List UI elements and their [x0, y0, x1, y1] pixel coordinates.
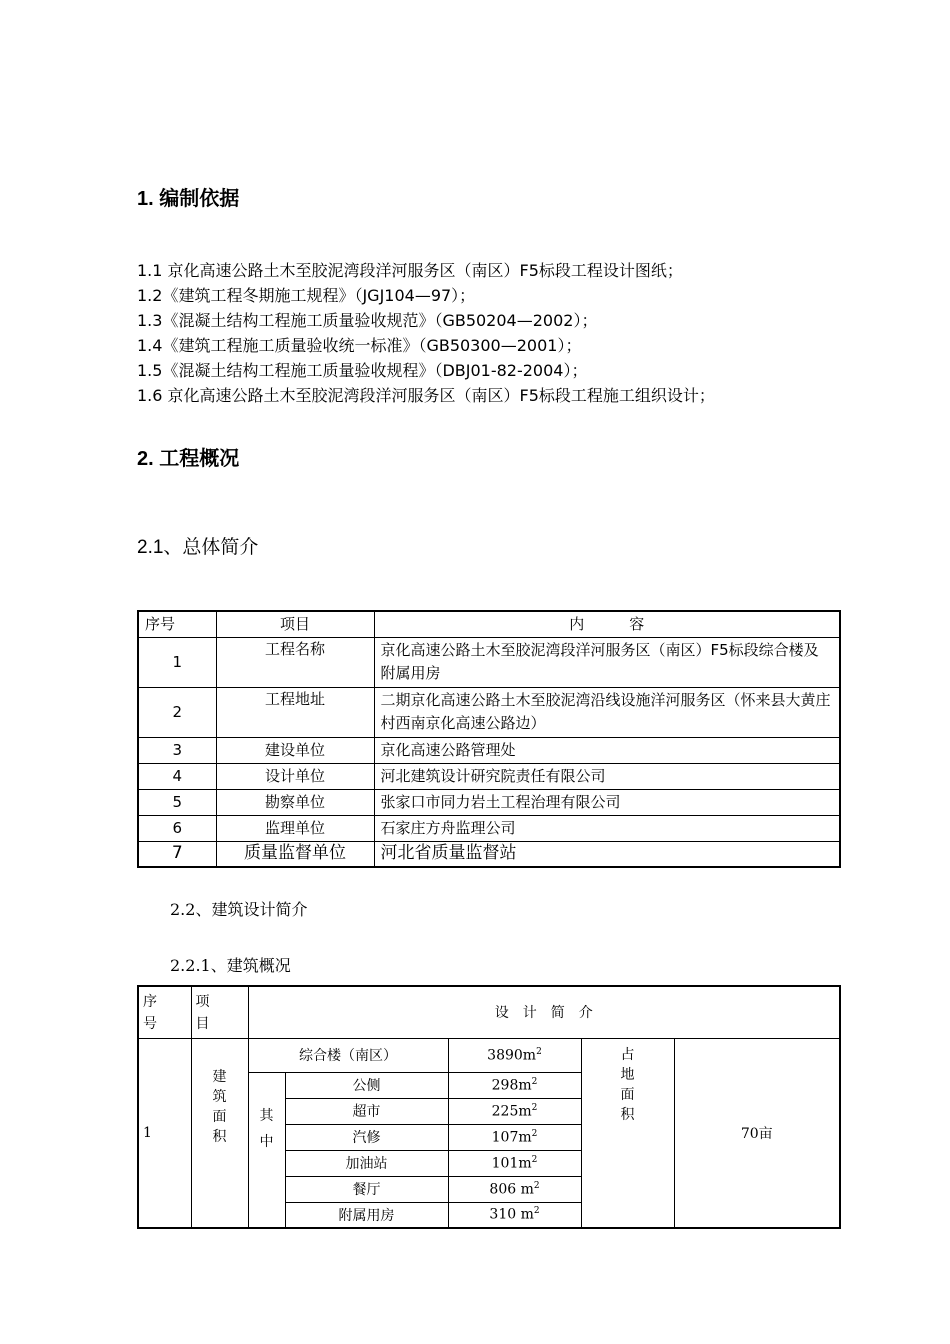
sub-row-value	[448, 1098, 581, 1124]
sub-row-value-text: 107m	[491, 1129, 532, 1146]
row-content: 张家口市同力岩土工程治理有限公司	[374, 789, 840, 815]
subsection-heading: 2.2、建筑设计简介	[170, 900, 308, 919]
sub-row-label: 加油站	[285, 1150, 448, 1176]
row-number: 5	[138, 789, 216, 815]
overview-table	[137, 610, 841, 868]
reference-item: 1.6 京化高速公路土木至胶泥湾段洋河服务区（南区）F5标段工程施工组织设计；	[137, 386, 715, 405]
table-row	[138, 763, 840, 789]
row-content: 京化高速公路管理处	[374, 737, 840, 763]
table-header-row	[138, 611, 840, 637]
unit-superscript: 2	[531, 1076, 538, 1087]
subsection-heading: 2.2.1、建筑概况	[170, 956, 291, 975]
sub-row-value-text: 298m	[491, 1077, 532, 1094]
row-content: 河北建筑设计研究院责任有限公司	[374, 763, 840, 789]
reference-item: 1.3《混凝土结构工程施工质量验收规范》（GB50204—2002）；	[137, 311, 598, 330]
reference-item: 1.1 京化高速公路土木至胶泥湾段洋河服务区（南区）F5标段工程设计图纸；	[137, 261, 683, 280]
sub-row-value	[448, 1124, 581, 1150]
unit-superscript: 2	[533, 1180, 540, 1191]
row-item: 质量监督单位	[216, 841, 374, 867]
among-label-text: 其中	[259, 1107, 274, 1150]
reference-item: 1.2《建筑工程冬期施工规程》（JGJ104—97）；	[137, 286, 476, 305]
section-heading-2: 2. 工程概况	[137, 448, 240, 470]
row-item: 勘察单位	[216, 789, 374, 815]
row-item: 工程地址	[216, 687, 374, 737]
sub-row-value	[448, 1072, 581, 1098]
row-content: 石家庄方舟监理公司	[374, 815, 840, 841]
subsection-heading: 2.1、总体简介	[137, 537, 259, 558]
header-no: 序号	[143, 994, 157, 1032]
sub-row-label: 汽修	[285, 1124, 448, 1150]
sub-row-value-text: 806 m	[489, 1181, 534, 1198]
section-heading-1: 1. 编制依据	[137, 188, 240, 210]
reference-item: 1.5《混凝土结构工程施工质量验收规程》（DBJ01-82-2004）；	[137, 361, 588, 380]
sub-row-label: 超市	[285, 1098, 448, 1124]
unit-superscript: 2	[531, 1154, 538, 1165]
row-item: 建设单位	[216, 737, 374, 763]
total-value-text: 3890m	[487, 1047, 537, 1064]
land-label-text: 占地面积	[620, 1046, 635, 1123]
sub-row-label: 公侧	[285, 1072, 448, 1098]
sub-row-label: 餐厅	[285, 1176, 448, 1202]
reference-item: 1.4《建筑工程施工质量验收统一标准》（GB50300—2001）；	[137, 336, 582, 355]
table-row	[138, 789, 840, 815]
sub-row-label: 附属用房	[285, 1202, 448, 1228]
table-row	[138, 1038, 840, 1072]
unit-superscript: 2	[531, 1102, 538, 1113]
header-cell: 内 容	[374, 611, 840, 637]
header-cell: 序号	[138, 611, 216, 637]
row-content: 河北省质量监督站	[374, 841, 840, 867]
land-value: 70亩	[674, 1038, 840, 1228]
row-number: 1	[138, 637, 216, 687]
sub-row-value	[448, 1176, 581, 1202]
among-label	[248, 1072, 285, 1228]
header-cell	[191, 986, 248, 1038]
row-number: 1	[138, 1038, 191, 1228]
table-row	[138, 687, 840, 737]
item-label-text: 建筑面积	[212, 1068, 227, 1145]
table-row	[138, 815, 840, 841]
sub-row-value	[448, 1150, 581, 1176]
sub-row-value	[448, 1202, 581, 1228]
header-cell	[138, 986, 191, 1038]
row-content: 京化高速公路土木至胶泥湾段洋河服务区（南区）F5标段综合楼及附属用房	[374, 637, 840, 687]
unit-superscript: 2	[531, 1128, 538, 1139]
row-number: 3	[138, 737, 216, 763]
row-item: 设计单位	[216, 763, 374, 789]
land-label	[581, 1038, 674, 1228]
row-number: 6	[138, 815, 216, 841]
row-content: 二期京化高速公路土木至胶泥湾沿线设施洋河服务区（怀来县大黄庄村西南京化高速公路边）	[374, 687, 840, 737]
sub-row-value-text: 101m	[491, 1155, 532, 1172]
row-item: 工程名称	[216, 637, 374, 687]
table-header-row	[138, 986, 840, 1038]
row-number: 2	[138, 687, 216, 737]
total-label: 综合楼（南区）	[248, 1038, 448, 1072]
row-item: 监理单位	[216, 815, 374, 841]
table-row	[138, 841, 840, 867]
total-value	[448, 1038, 581, 1072]
unit-superscript: 2	[533, 1206, 540, 1217]
table-row	[138, 737, 840, 763]
sub-row-value-text: 225m	[491, 1103, 532, 1120]
row-number: 4	[138, 763, 216, 789]
row-number: 7	[138, 841, 216, 867]
header-item: 项目	[195, 994, 210, 1032]
building-overview-table	[137, 985, 841, 1229]
header-cell: 项目	[216, 611, 374, 637]
unit-superscript: 2	[536, 1046, 542, 1057]
item-label	[191, 1038, 248, 1228]
header-cell: 设 计 简 介	[248, 986, 840, 1038]
reference-list	[137, 258, 715, 408]
sub-row-value-text: 310 m	[489, 1207, 534, 1224]
table-row	[138, 637, 840, 687]
